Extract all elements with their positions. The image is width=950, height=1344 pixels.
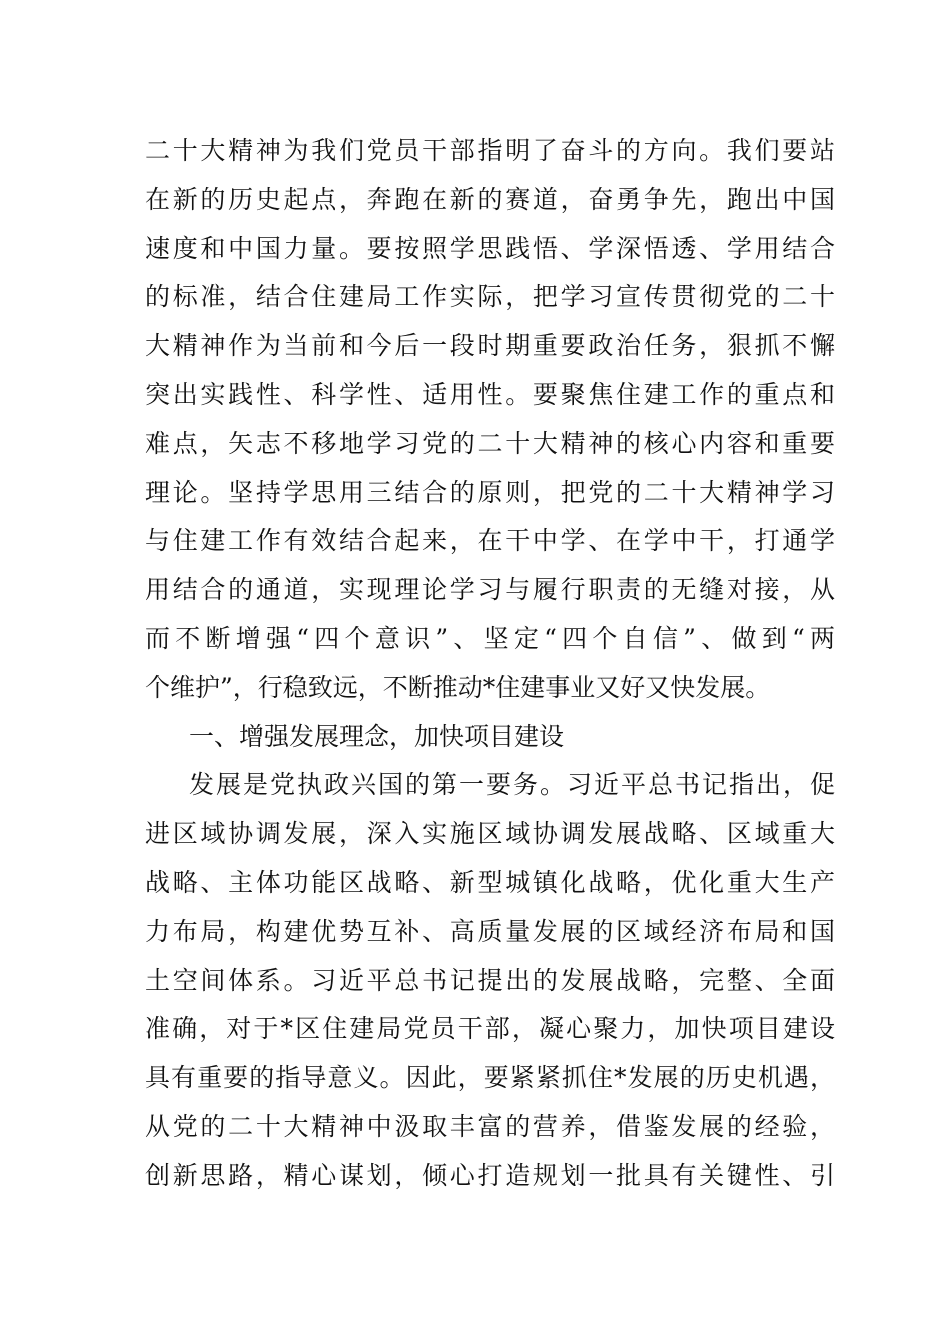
- paragraph-line: 速度和中国力量。要按照学思践悟、学深悟透、学用结合: [145, 233, 835, 263]
- paragraph-line: 进区域协调发展，深入实施区域协调发展战略、区域重大: [145, 819, 835, 849]
- paragraph-line: 具有重要的指导意义。因此，要紧紧抓住*发展的历史机遇，: [145, 1063, 835, 1093]
- paragraph-line: 而不断增强“四个意识”、坚定“四个自信”、做到“两: [145, 623, 835, 653]
- paragraph-line: 力布局，构建优势互补、高质量发展的区域经济布局和国: [145, 916, 835, 946]
- paragraph-line: 个维护”，行稳致远，不断推动*住建事业又好又快发展。: [145, 672, 771, 702]
- section-heading: 一、增强发展理念，加快项目建设: [189, 721, 565, 751]
- paragraph-line: 突出实践性、科学性、适用性。要聚焦住建工作的重点和: [145, 379, 835, 409]
- paragraph-line: 大精神作为当前和今后一段时期重要政治任务，狠抓不懈: [145, 331, 835, 361]
- paragraph-line: 准确，对于*区住建局党员干部，凝心聚力，加快项目建设: [145, 1014, 835, 1044]
- paragraph-line: 在新的历史起点，奔跑在新的赛道，奋勇争先，跑出中国: [145, 184, 835, 214]
- paragraph-2: [145, 761, 835, 1200]
- paragraph-line: 发展是党执政兴国的第一要务。习近平总书记指出，促: [189, 770, 835, 800]
- paragraph-line: 难点，矢志不移地学习党的二十大精神的核心内容和重要: [145, 428, 835, 458]
- paragraph-line: 用结合的通道，实现理论学习与履行职责的无缝对接，从: [145, 575, 835, 605]
- document-body: [145, 127, 835, 1201]
- paragraph-1: [145, 127, 835, 713]
- paragraph-line: 的标准，结合住建局工作实际，把学习宣传贯彻党的二十: [145, 282, 835, 312]
- paragraph-line: 创新思路，精心谋划，倾心打造规划一批具有关键性、引: [145, 1160, 835, 1190]
- paragraph-line: 战略、主体功能区战略、新型城镇化战略，优化重大生产: [145, 867, 835, 897]
- paragraph-line: 与住建工作有效结合起来，在干中学、在学中干，打通学: [145, 526, 835, 556]
- paragraph-line: 理论。坚持学思用三结合的原则，把党的二十大精神学习: [145, 477, 835, 507]
- paragraph-line: 从党的二十大精神中汲取丰富的营养，借鉴发展的经验，: [145, 1111, 835, 1141]
- paragraph-line: 土空间体系。习近平总书记提出的发展战略，完整、全面: [145, 965, 835, 995]
- paragraph-line: 二十大精神为我们党员干部指明了奋斗的方向。我们要站: [145, 136, 835, 165]
